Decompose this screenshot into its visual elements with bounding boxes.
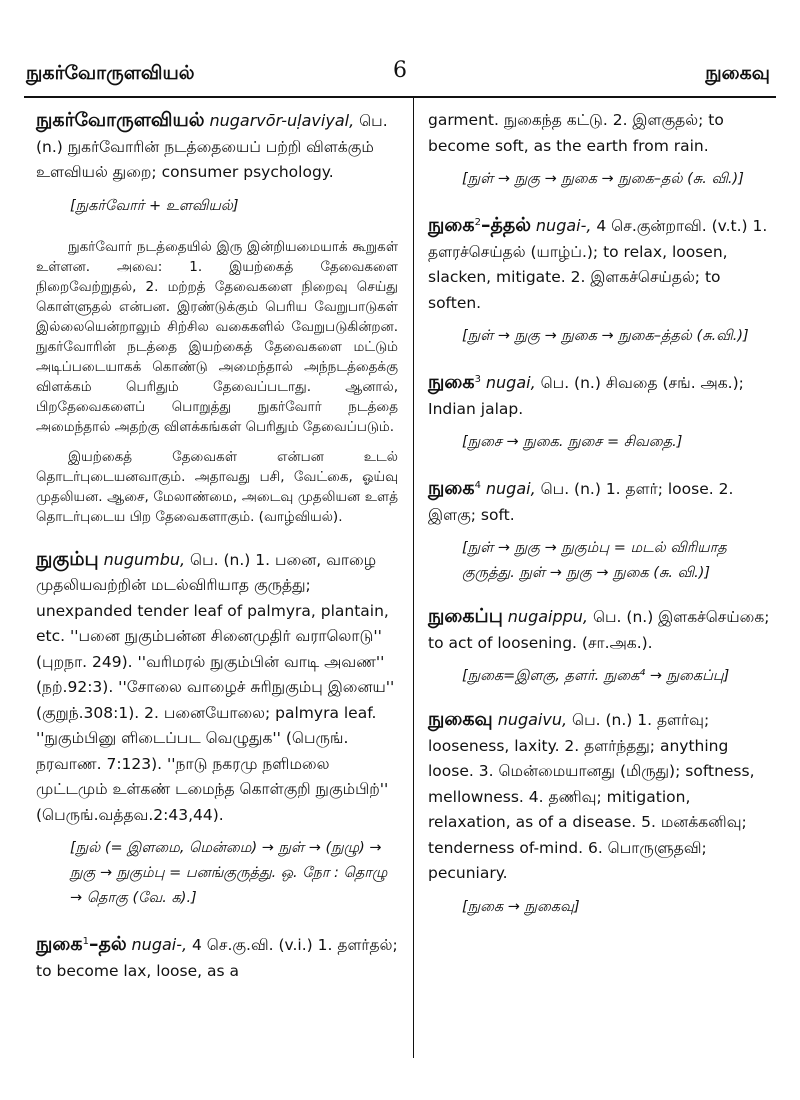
transliteration: nugai, [485, 373, 536, 393]
transliteration: nugai-, [535, 216, 592, 236]
headword: நுகை [428, 371, 475, 394]
explanatory-note [36, 237, 398, 527]
headword: நுகும்பு [36, 547, 99, 570]
page-number: 6 [393, 58, 407, 83]
homonym-number: 4 [474, 480, 481, 492]
transliteration: nugai-, [131, 935, 188, 955]
entry-nugarvor-ulaviyal [36, 108, 398, 186]
transliteration: nugaippu, [507, 607, 589, 627]
transliteration: nugumbu, [103, 549, 186, 569]
running-head-left: நுகர்வோருளவியல் [26, 62, 195, 84]
etymology: [நுள் → நுகு → நுகை → நுகை–த்தல் (சு.வி.)] [462, 328, 749, 345]
right-column [428, 108, 774, 938]
note-paragraph: இயற்கைத் தேவைகள் என்பன உடல் தொடர்புடையனவாகும். அதாவது பசி, வேட்கை, ஓய்வு முதலியன. ஆசை, மேலாண்மை, அடைவு முதலியன உளத் தொடர்புடைய பிற தேவைகளாகும். (வாழ்வியல்). [36, 448, 398, 525]
entry-nugai-1-continued: garment. நுகைந்த கட்டு. 2. இளகுதல்; to become soft, as the earth from rain. [428, 111, 724, 155]
running-head-right: நுகைவு [705, 62, 770, 84]
entry-nugumbu [36, 547, 398, 829]
headword: நுகை [428, 214, 475, 237]
entry-nugai-2 [428, 210, 774, 316]
etymology: [நுகை=இளகு, தளர். நுகை⁴ → நுகைப்பு] [462, 668, 730, 685]
headword-suffix: –தல் [88, 933, 127, 956]
etymology: [நுகர்வோர் + உளவியல்] [70, 197, 239, 214]
homonym-number: 3 [474, 374, 481, 386]
etymology: [நுள் → நுகு → நுகும்பு = மடல் விரியாத குருத்து. நுள் → நுகு → நுகை (சு. வி.)] [462, 540, 727, 582]
definition: 4 செ.கு.வி. (v.i.) 1. தளர்தல்; to become lax, loose, as a [36, 936, 398, 980]
entry-nugai-4 [428, 473, 774, 528]
definition: பெ. (n.) 1. தளர்வு; looseness, laxity. 2. தளர்ந்தது; anything loose. 3. மென்மையானது (மிருது); softness, mellowness. 4. தணிவு; mitigation, relaxation, as of a disease. 5. மனக்கனிவு; tenderness of-mind. 6. பொருளுதவி; pecuniary. [428, 711, 755, 883]
headword: நுகை [428, 477, 475, 500]
etymology: [நுசை → நுகை. நுசை = சிவதை.] [462, 434, 683, 451]
definition: 4 செ.குன்றாவி. (v.t.) 1. தளரச்செய்தல் (யாழ்ப்.); to relax, loosen, slacken, mitigate. 2. இளகச்செய்தல்; to soften. [428, 217, 768, 312]
etymology: [நுகை → நுகைவு] [462, 898, 580, 915]
column-divider [413, 98, 414, 1058]
homonym-number: 1 [82, 936, 89, 947]
definition: பெ. (n.) சிவதை (சங். அக.); Indian jalap. [428, 374, 744, 418]
left-column [36, 108, 398, 984]
entry-nugai-3 [428, 367, 774, 422]
header-rule [24, 96, 776, 98]
headword: நுகைவு [428, 708, 493, 731]
headword: நுகைப்பு [428, 605, 503, 628]
headword-suffix: –த்தல் [480, 214, 531, 237]
headword: நுகர்வோருளவியல் [36, 109, 205, 131]
entry-nugai-1 [36, 929, 398, 984]
headword: நுகை [36, 933, 83, 956]
transliteration: nugaivu, [497, 710, 568, 730]
transliteration: nugai, [485, 479, 536, 499]
entry-nugaivu [428, 707, 774, 887]
note-paragraph: நுகர்வோர் நடத்தையில் இரு இன்றியமையாக் கூறுகள் உள்ளன. அவை: 1. இயற்கைத் தேவைகளை நிறைவேற்றுதல், 2. மற்றத் தேவைகளை நிறைவு செய்து கொள்ளுதல் என்பன. இரண்டுக்கும் பெரிய வேறுபாடுகள் இல்லையென்றாலும் சிற்சில வகைகளில் வேறுபடுகின்றன. நுகர்வோரின் நடத்தை இயற்கைத் தேவைகளை மட்டும் அடிப்படையாகக் கொண்டு அமைந்தால் அந்நடத்தைக்கு விளக்கம் பெரிதும் தேவைப்படாது. ஆனால், பிறதேவைகளைப் பொறுத்து நுகர்வோர் நடத்தை அமைந்தால் அதற்கு விளக்கங்கள் பெரிதும் தேவைப்படும். [36, 238, 398, 435]
etymology: [நுல் (= இளமை, மென்மை) → நுள் → (நுழு) → நுகு → நுகும்பு = பனங்குருத்து. ஒ. நோ : தொழு → தொகு (வே. க).] [70, 840, 388, 906]
entry-nugaippu [428, 604, 774, 656]
definition: பெ. (n.) 1. தளர்; loose. 2. இளகு; soft. [428, 480, 734, 524]
etymology: [நுள் → நுகு → நுகை → நுகை–தல் (சு. வி.)] [462, 171, 744, 187]
transliteration: nugarvōr-uḷaviyal, [209, 111, 355, 130]
definition: பெ. (n.) இளகச்செய்கை; to act of loosening. (சா.அக.). [428, 608, 770, 652]
homonym-number: 2 [474, 217, 481, 228]
definition: பெ. (n.) நுகர்வோரின் நடத்தையைப் பற்றி விளக்கும் உளவியல் துறை; consumer psychology. [36, 112, 388, 181]
definition: பெ. (n.) 1. பனை, வாழை முதலியவற்றின் மடல்விரியாத குருத்து; unexpanded tender leaf of palmyra, plantain, etc. ''பனை நுகும்பன்ன சினைமுதிர் வராலொடு'' (புறநா. 249). ''வரிமரல் நுகும்பின் வாடி அவண'' (நற்.92:3). ''சோலை வாழைச் சுரிநுகும்பு இனைய'' (குறுந்.308:1). 2. பனையோலை; palmyra leaf. ''நுகும்பினு ளிடைப்பட வெழுதுக'' (பெருங். நரவாண. 7:123). ''நாடு நகரமு நளிமலை முட்டமும் உள்கண் டமைந்த கொள்குறி நுகும்பிற்'' (பெருங்.வத்தவ.2:43,44). [36, 550, 395, 824]
